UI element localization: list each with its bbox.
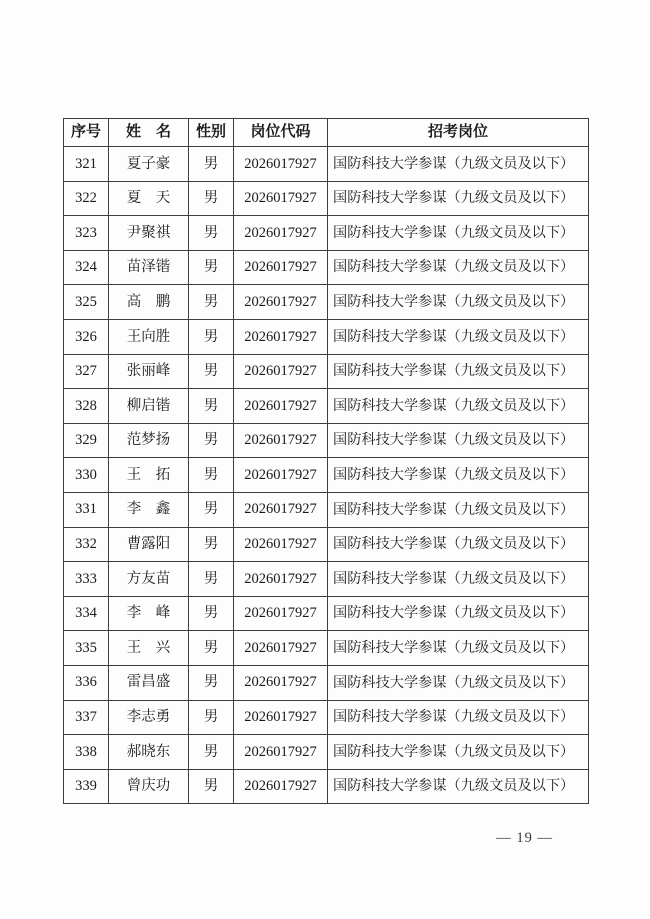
cell-name: 李志勇 [109,700,189,735]
cell-serial: 335 [64,631,109,666]
cell-position: 国防科技大学参谋（九级文员及以下） [328,250,589,285]
cell-serial: 334 [64,596,109,631]
cell-code: 2026017927 [234,769,328,804]
column-header-code: 岗位代码 [234,119,328,147]
table-row [64,492,589,527]
table-row [64,527,589,562]
cell-gender: 男 [189,458,234,493]
cell-position: 国防科技大学参谋（九级文员及以下） [328,596,589,631]
cell-code: 2026017927 [234,181,328,216]
cell-position: 国防科技大学参谋（九级文员及以下） [328,354,589,389]
cell-position: 国防科技大学参谋（九级文员及以下） [328,735,589,770]
cell-name: 曾庆功 [109,769,189,804]
table-row [64,562,589,597]
cell-code: 2026017927 [234,147,328,182]
column-header-serial: 序号 [64,119,109,147]
cell-name: 李 鑫 [109,492,189,527]
table-row [64,319,589,354]
table-row [64,458,589,493]
cell-position: 国防科技大学参谋（九级文员及以下） [328,665,589,700]
table-row [64,354,589,389]
table-row [64,181,589,216]
cell-name: 方友苗 [109,562,189,597]
cell-name: 李 峰 [109,596,189,631]
table-row [64,596,589,631]
cell-name: 郝晓东 [109,735,189,770]
cell-position: 国防科技大学参谋（九级文员及以下） [328,389,589,424]
cell-code: 2026017927 [234,354,328,389]
cell-code: 2026017927 [234,319,328,354]
cell-gender: 男 [189,492,234,527]
cell-code: 2026017927 [234,423,328,458]
cell-position: 国防科技大学参谋（九级文员及以下） [328,319,589,354]
cell-position: 国防科技大学参谋（九级文员及以下） [328,147,589,182]
cell-position: 国防科技大学参谋（九级文员及以下） [328,458,589,493]
cell-position: 国防科技大学参谋（九级文员及以下） [328,562,589,597]
table-row [64,216,589,251]
column-header-name: 姓 名 [109,119,189,147]
table-row [64,285,589,320]
cell-serial: 330 [64,458,109,493]
cell-serial: 338 [64,735,109,770]
cell-position: 国防科技大学参谋（九级文员及以下） [328,631,589,666]
cell-gender: 男 [189,354,234,389]
table-row [64,250,589,285]
cell-position: 国防科技大学参谋（九级文员及以下） [328,181,589,216]
cell-code: 2026017927 [234,631,328,666]
cell-gender: 男 [189,147,234,182]
cell-name: 夏 天 [109,181,189,216]
cell-serial: 339 [64,769,109,804]
cell-name: 柳启锴 [109,389,189,424]
cell-serial: 327 [64,354,109,389]
cell-gender: 男 [189,562,234,597]
cell-position: 国防科技大学参谋（九级文员及以下） [328,700,589,735]
cell-code: 2026017927 [234,389,328,424]
cell-serial: 328 [64,389,109,424]
cell-position: 国防科技大学参谋（九级文员及以下） [328,285,589,320]
cell-gender: 男 [189,527,234,562]
cell-name: 王 拓 [109,458,189,493]
cell-name: 张丽峰 [109,354,189,389]
cell-serial: 326 [64,319,109,354]
cell-code: 2026017927 [234,700,328,735]
cell-name: 曹露阳 [109,527,189,562]
cell-code: 2026017927 [234,492,328,527]
cell-gender: 男 [189,631,234,666]
table-row [64,389,589,424]
cell-gender: 男 [189,769,234,804]
table-row [64,147,589,182]
cell-name: 王 兴 [109,631,189,666]
column-header-gender: 性别 [189,119,234,147]
cell-position: 国防科技大学参谋（九级文员及以下） [328,216,589,251]
cell-position: 国防科技大学参谋（九级文员及以下） [328,492,589,527]
cell-code: 2026017927 [234,458,328,493]
cell-gender: 男 [189,319,234,354]
cell-gender: 男 [189,250,234,285]
cell-name: 高 鹏 [109,285,189,320]
cell-name: 尹聚祺 [109,216,189,251]
cell-gender: 男 [189,285,234,320]
cell-code: 2026017927 [234,562,328,597]
cell-serial: 324 [64,250,109,285]
cell-code: 2026017927 [234,527,328,562]
table-row [64,700,589,735]
cell-gender: 男 [189,389,234,424]
cell-position: 国防科技大学参谋（九级文员及以下） [328,527,589,562]
cell-code: 2026017927 [234,216,328,251]
cell-name: 雷昌盛 [109,665,189,700]
cell-gender: 男 [189,665,234,700]
cell-gender: 男 [189,596,234,631]
column-header-position: 招考岗位 [328,119,589,147]
header-row [64,119,589,147]
cell-serial: 333 [64,562,109,597]
page-number: — 19 — [496,830,553,846]
table-row [64,631,589,666]
cell-name: 范梦扬 [109,423,189,458]
table-header [64,119,589,147]
cell-serial: 329 [64,423,109,458]
cell-code: 2026017927 [234,285,328,320]
candidate-table [63,118,589,804]
cell-serial: 331 [64,492,109,527]
cell-serial: 321 [64,147,109,182]
table-row [64,735,589,770]
cell-gender: 男 [189,181,234,216]
cell-serial: 323 [64,216,109,251]
table-row [64,665,589,700]
table-body [64,147,589,804]
cell-gender: 男 [189,423,234,458]
cell-gender: 男 [189,216,234,251]
cell-gender: 男 [189,735,234,770]
cell-position: 国防科技大学参谋（九级文员及以下） [328,769,589,804]
table-row [64,769,589,804]
cell-serial: 322 [64,181,109,216]
cell-code: 2026017927 [234,665,328,700]
cell-position: 国防科技大学参谋（九级文员及以下） [328,423,589,458]
cell-code: 2026017927 [234,250,328,285]
cell-code: 2026017927 [234,596,328,631]
cell-serial: 336 [64,665,109,700]
cell-serial: 337 [64,700,109,735]
cell-name: 苗泽锴 [109,250,189,285]
cell-gender: 男 [189,700,234,735]
cell-serial: 325 [64,285,109,320]
cell-code: 2026017927 [234,735,328,770]
cell-name: 夏子豪 [109,147,189,182]
cell-serial: 332 [64,527,109,562]
table-row [64,423,589,458]
cell-name: 王向胜 [109,319,189,354]
